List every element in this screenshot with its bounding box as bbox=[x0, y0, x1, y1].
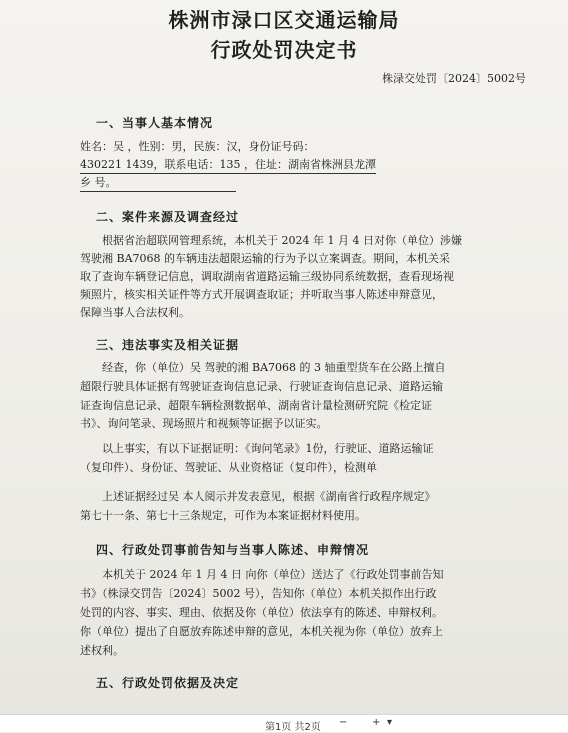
case-source-line-2: 驾驶湘 BA7068 的车辆违法超限运输的行为予以立案调查。期间，本机关采 bbox=[80, 252, 451, 265]
section-heading-5: 五、行政处罚依据及决定 bbox=[96, 676, 240, 690]
notice-line-3: 处罚的内容、事实、理由、依据及你（单位）依法享有的陈述、申辩权利。 bbox=[80, 606, 443, 619]
case-source-line-3: 取了查询车辆登记信息，调取湖南省道路运输三级协同系统数据，查看现场视 bbox=[80, 270, 454, 283]
section-heading-1: 一、当事人基本情况 bbox=[96, 116, 214, 130]
section-heading-2: 二、案件来源及调查经过 bbox=[96, 210, 240, 224]
facts-line-4: 书》、询问笔录、现场照片和视频等证据予以证实。 bbox=[80, 417, 328, 430]
case-source-line-4: 频照片，核实相关证件等方式开展调查取证；并听取当事人陈述申辩意见， bbox=[80, 288, 443, 301]
notice-line-4: 你（单位）提出了自愿放弃陈述申辩的意见，本机关视为你（单位）放弃上 bbox=[80, 625, 443, 638]
section-heading-4: 四、行政处罚事前告知与当事人陈述、申辩情况 bbox=[96, 543, 370, 557]
evidence-line-2: （复印件）、身份证、驾驶证、从业资格证（复印件），检测单 bbox=[80, 461, 377, 474]
facts-line-1: 经查，你（单位）吴 驾驶的湘 BA7068 的 3 轴重型货车在公路上擅自 bbox=[102, 361, 446, 374]
document-title: 行政处罚决定书 bbox=[210, 38, 358, 62]
evidence-line-1: 以上事实，有以下证据证明：《询问笔录》1份，行驶证、道路运输证 bbox=[102, 442, 434, 455]
party-info-line-2: 430221 1439，联系电话：135 ，住址：湖南省株洲县龙潭 bbox=[80, 157, 376, 174]
chevron-down-icon[interactable]: ▾ bbox=[387, 717, 393, 728]
page-indicator: 第1页 共2页 bbox=[265, 722, 321, 733]
notice-line-1: 本机关于 2024 年 1 月 4 日 向你（单位）送达了《行政处罚事前告知 bbox=[102, 568, 444, 581]
zoom-in-button[interactable]: + bbox=[372, 717, 381, 728]
evidence-confirm-line-2: 第七十一条、第七十三条规定，可作为本案证据材料使用。 bbox=[80, 509, 366, 522]
issuer-title: 株洲市渌口区交通运输局 bbox=[168, 8, 400, 32]
case-source-line-5: 保障当事人合法权利。 bbox=[80, 306, 190, 319]
zoom-out-button[interactable]: − bbox=[339, 717, 348, 728]
party-info-line-3: 乡 号。 bbox=[80, 175, 236, 192]
facts-line-2: 超限行驶具体证据有驾驶证查询信息记录、行驶证查询信息记录、道路运输 bbox=[80, 380, 443, 393]
document-number: 株渌交处罚〔2024〕5002号 bbox=[382, 72, 526, 85]
notice-line-5: 述权利。 bbox=[80, 644, 124, 657]
facts-line-3: 证查询信息记录、超限车辆检测数据单、湖南省计量检测研究院《检定证 bbox=[80, 399, 432, 412]
viewer-toolbar bbox=[0, 714, 568, 732]
section-heading-3: 三、违法事实及相关证据 bbox=[96, 338, 240, 352]
evidence-confirm-line-1: 上述证据经过吴 本人阅示并发表意见，根据《湖南省行政程序规定》 bbox=[102, 490, 436, 503]
notice-line-2: 书》（株渌交罚告〔2024〕5002 号），告知你（单位）本机关拟作出行政 bbox=[80, 587, 437, 600]
party-info-line-1: 姓名：吴 ，性别：男，民族：汉，身份证号码： bbox=[80, 140, 315, 153]
case-source-line-1: 根据省治超联网管理系统，本机关于 2024 年 1 月 4 日对你（单位）涉嫌 bbox=[102, 234, 462, 247]
